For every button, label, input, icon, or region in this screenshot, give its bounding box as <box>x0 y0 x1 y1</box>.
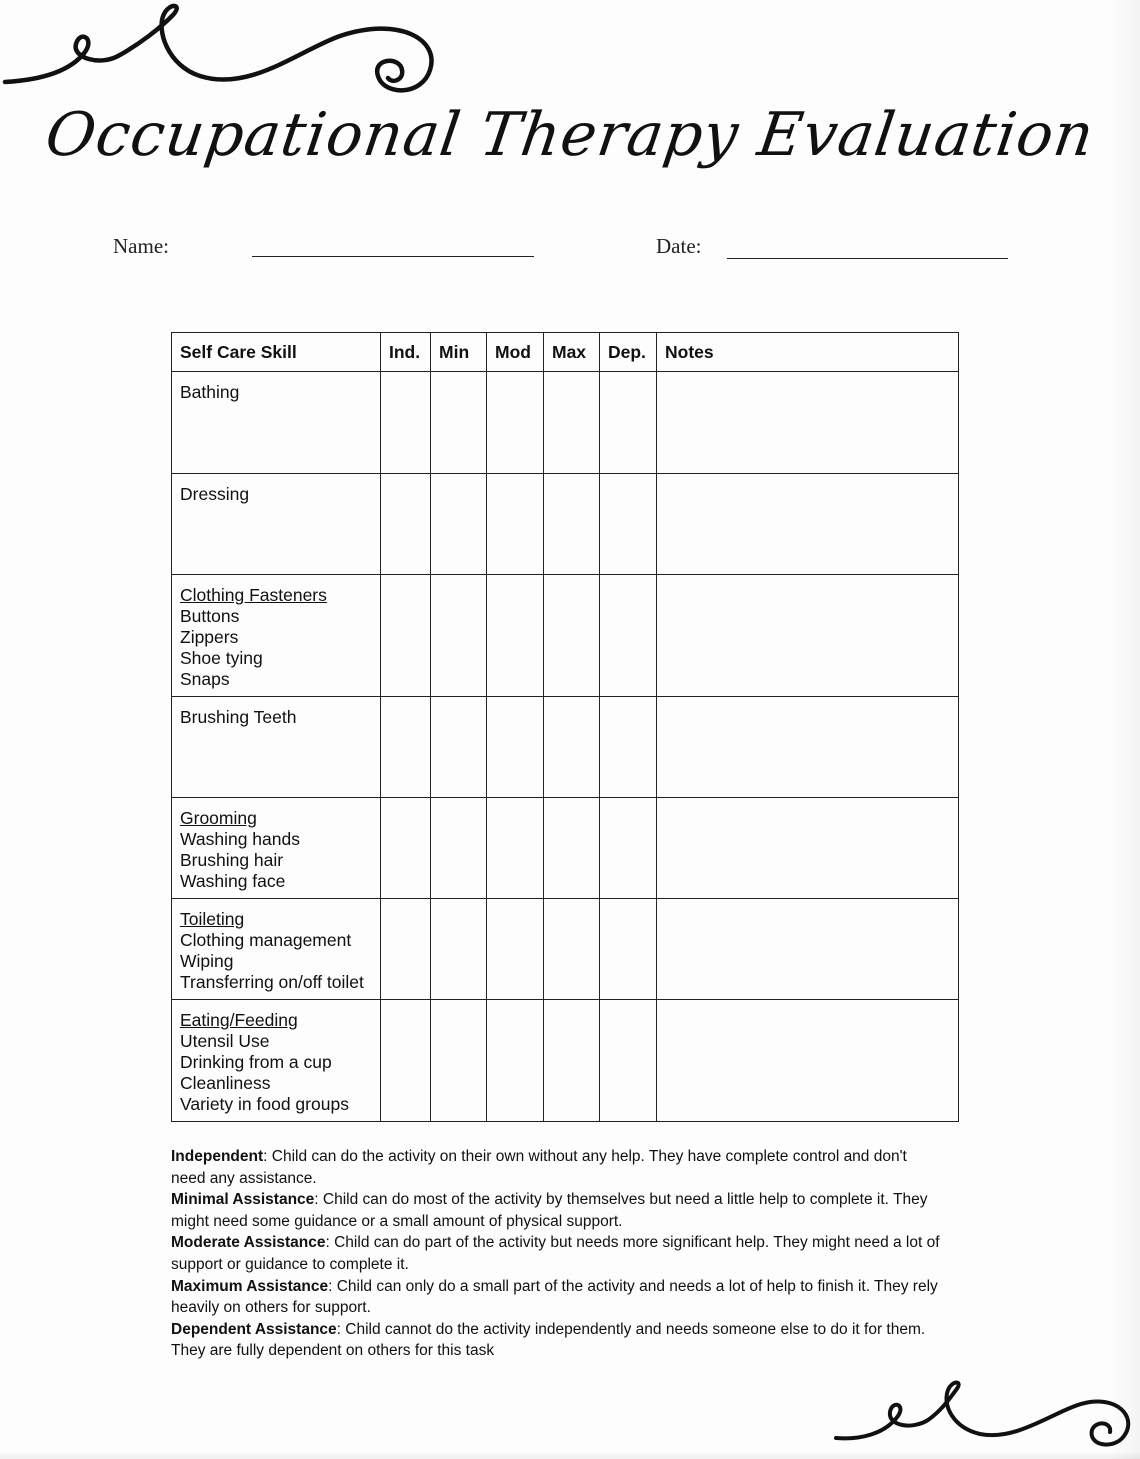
legend-term: Minimal Assistance <box>171 1191 315 1209</box>
table-row <box>172 372 959 474</box>
rating-cell-min[interactable] <box>431 474 487 575</box>
skill-item: Brushing hair <box>180 850 284 870</box>
rating-cell-ind[interactable] <box>381 474 431 575</box>
legend-description: : Child can do most of the activity by themselves but need a little help to complete it. They might need some guidance or a small amount of physical support. <box>171 1191 928 1230</box>
rating-cell-mod[interactable] <box>487 372 544 474</box>
header-independent: Ind. <box>381 333 431 372</box>
header-moderate: Mod <box>487 333 544 372</box>
skill-item: Utensil Use <box>180 1031 270 1051</box>
rating-cell-mod[interactable] <box>487 899 544 1000</box>
rating-cell-min[interactable] <box>431 899 487 1000</box>
notes-cell[interactable] <box>657 372 959 474</box>
notes-cell[interactable] <box>657 899 959 1000</box>
rating-cell-ind[interactable] <box>381 798 431 899</box>
rating-cell-dep[interactable] <box>600 697 657 798</box>
table-header-row <box>172 333 959 372</box>
rating-cell-max[interactable] <box>544 575 600 697</box>
rating-cell-ind[interactable] <box>381 899 431 1000</box>
rating-cell-max[interactable] <box>544 1000 600 1122</box>
legend-entry <box>171 1276 941 1319</box>
skill-cell-clothing-fasteners <box>172 575 381 697</box>
skill-cell-brushing-teeth <box>172 697 381 798</box>
assistance-level-legend <box>171 1146 941 1362</box>
skill-item: Bathing <box>180 382 240 402</box>
self-care-skills-table <box>171 332 959 1122</box>
notes-cell[interactable] <box>657 697 959 798</box>
rating-cell-ind[interactable] <box>381 1000 431 1122</box>
skill-cell-dressing <box>172 474 381 575</box>
rating-cell-min[interactable] <box>431 1000 487 1122</box>
legend-description: : Child can only do a small part of the activity and needs a lot of help to finish it. They rely heavily on others for support. <box>171 1277 938 1317</box>
top-flourish-decoration <box>0 0 450 110</box>
skill-cell-toileting <box>172 899 381 1000</box>
skill-item: Clothing management <box>180 930 352 950</box>
legend-entry <box>171 1232 941 1275</box>
rating-cell-mod[interactable] <box>487 1000 544 1122</box>
skill-cell-eating-feeding <box>172 1000 381 1122</box>
rating-cell-dep[interactable] <box>600 798 657 899</box>
legend-term: Dependent Assistance <box>171 1320 337 1338</box>
skill-item: Zippers <box>180 627 239 647</box>
rating-cell-max[interactable] <box>544 899 600 1000</box>
skill-item: Cleanliness <box>180 1073 271 1093</box>
table-row <box>172 575 959 697</box>
rating-cell-dep[interactable] <box>600 575 657 697</box>
legend-term: Maximum Assistance <box>171 1277 329 1295</box>
rating-cell-ind[interactable] <box>381 575 431 697</box>
legend-description: : Child can do part of the activity but needs more significant help. They might need a lot of support or guidance to complete it. <box>171 1234 940 1273</box>
skill-cell-bathing <box>172 372 381 474</box>
rating-cell-dep[interactable] <box>600 372 657 474</box>
skill-group-heading: Eating/Feeding <box>180 1010 298 1030</box>
legend-term: Moderate Assistance <box>171 1234 326 1252</box>
skill-cell-grooming <box>172 798 381 899</box>
legend-term: Independent <box>171 1148 264 1165</box>
rating-cell-max[interactable] <box>544 372 600 474</box>
rating-cell-max[interactable] <box>544 798 600 899</box>
legend-entry <box>171 1146 941 1189</box>
table-row <box>172 899 959 1000</box>
skill-group-heading: Toileting <box>180 909 245 929</box>
notes-cell[interactable] <box>657 1000 959 1122</box>
skill-item: Shoe tying <box>180 648 263 668</box>
legend-entry <box>171 1189 941 1232</box>
rating-cell-ind[interactable] <box>381 697 431 798</box>
rating-cell-mod[interactable] <box>487 798 544 899</box>
skill-item: Drinking from a cup <box>180 1052 332 1072</box>
page-edge-shadow <box>1110 0 1140 1459</box>
skill-item: Brushing Teeth <box>180 707 297 727</box>
table-row <box>172 1000 959 1122</box>
legend-description: : Child can do the activity on their own without any help. They have complete control and don't need any assistance. <box>171 1148 907 1187</box>
header-notes: Notes <box>657 333 959 372</box>
table-row <box>172 697 959 798</box>
skill-item: Wiping <box>180 951 234 971</box>
rating-cell-max[interactable] <box>544 697 600 798</box>
header-self-care-skill: Self Care Skill <box>172 333 381 372</box>
rating-cell-min[interactable] <box>431 372 487 474</box>
rating-cell-min[interactable] <box>431 798 487 899</box>
rating-cell-ind[interactable] <box>381 372 431 474</box>
legend-entry <box>171 1319 941 1362</box>
notes-cell[interactable] <box>657 798 959 899</box>
notes-cell[interactable] <box>657 474 959 575</box>
skill-group-heading: Clothing Fasteners <box>180 585 327 605</box>
rating-cell-max[interactable] <box>544 474 600 575</box>
skill-item: Buttons <box>180 606 240 626</box>
skill-item: Washing hands <box>180 829 300 849</box>
notes-cell[interactable] <box>657 575 959 697</box>
rating-cell-mod[interactable] <box>487 474 544 575</box>
page-title: Occupational Therapy Evaluation <box>41 100 1099 170</box>
rating-cell-mod[interactable] <box>487 697 544 798</box>
skill-item: Dressing <box>180 484 250 504</box>
rating-cell-dep[interactable] <box>600 1000 657 1122</box>
name-field-line[interactable] <box>252 256 534 257</box>
header-maximum: Max <box>544 333 600 372</box>
skill-item: Snaps <box>180 669 230 689</box>
rating-cell-dep[interactable] <box>600 899 657 1000</box>
skill-group-heading: Grooming <box>180 808 257 828</box>
rating-cell-min[interactable] <box>431 697 487 798</box>
rating-cell-mod[interactable] <box>487 575 544 697</box>
date-field-line[interactable] <box>727 258 1008 259</box>
date-label: Date: <box>656 234 702 258</box>
skill-item: Washing face <box>180 871 286 891</box>
header-minimal: Min <box>431 333 487 372</box>
skill-item: Variety in food groups <box>180 1094 349 1114</box>
name-label: Name: <box>113 234 169 258</box>
table-row <box>172 798 959 899</box>
bottom-flourish-decoration <box>830 1380 1140 1459</box>
legend-description: : Child cannot do the activity independently and needs someone else to do it for them. They are fully dependent on others for this task <box>171 1320 926 1360</box>
rating-cell-dep[interactable] <box>600 474 657 575</box>
header-dependent: Dep. <box>600 333 657 372</box>
table-row <box>172 474 959 575</box>
skill-item: Transferring on/off toilet <box>180 972 364 992</box>
rating-cell-min[interactable] <box>431 575 487 697</box>
